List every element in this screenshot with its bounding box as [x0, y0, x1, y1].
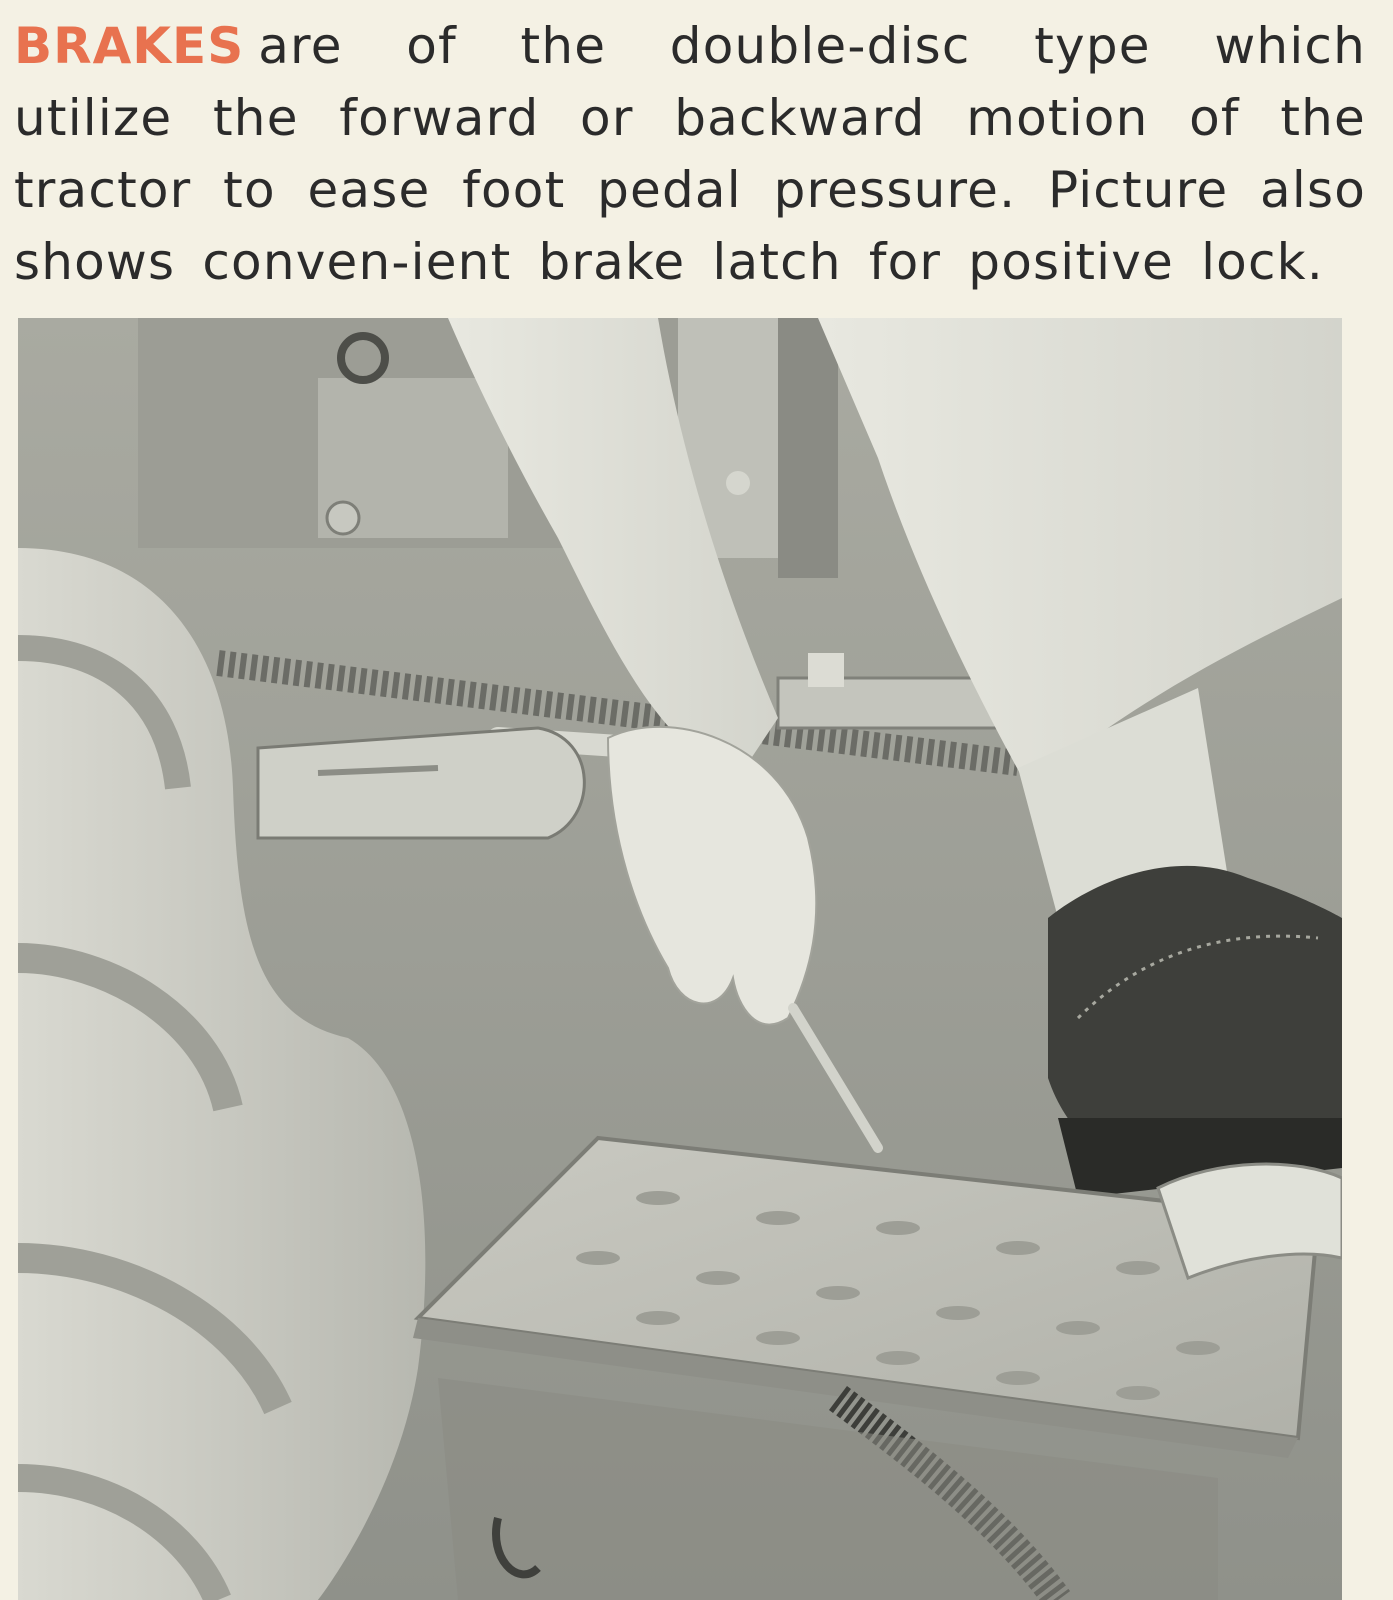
cylinder-shadow	[778, 318, 838, 578]
housing-bolt	[327, 502, 359, 534]
bracket-bolt	[808, 653, 844, 687]
caption-body-text: are of the double-disc type which utilize the forward or backward motion of the tractor to ease foot pedal pressure. Picture also shows conven-ient brake latch for positive lock.	[14, 17, 1366, 291]
cylinder-nut	[726, 471, 750, 495]
caption-lead-word: BRAKES	[14, 17, 245, 75]
brake-photo-illustration	[18, 318, 1342, 1600]
caption-paragraph	[14, 10, 1366, 298]
brake-pedal-lever	[258, 728, 584, 838]
brake-photo	[18, 318, 1342, 1600]
